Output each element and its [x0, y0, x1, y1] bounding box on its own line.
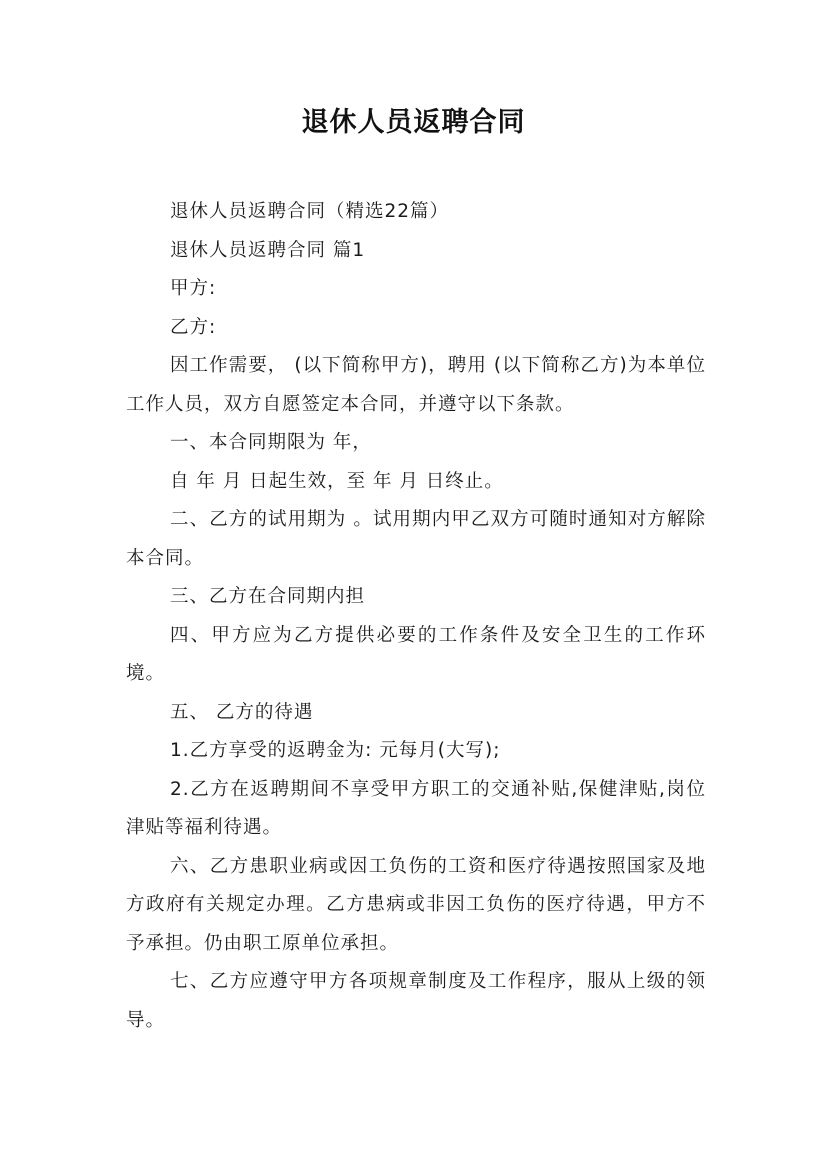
paragraph-clause-2: 二、乙方的试用期为 。试用期内甲乙双方可随时通知对方解除本合同。 — [126, 509, 706, 569]
paragraph-clause-3: 三、乙方在合同期内担 — [170, 586, 366, 607]
paragraph-clause-7: 七、乙方应遵守甲方各项规章制度及工作程序，服从上级的领导。 — [126, 971, 706, 1031]
paragraph-clause-4: 四、甲方应为乙方提供必要的工作条件及安全卫生的工作环境。 — [126, 624, 706, 684]
paragraph-clause-5: 五、 乙方的待遇 — [170, 701, 314, 723]
paragraph-clause-1: 一、本合同期限为 年， — [170, 432, 372, 453]
paragraph-party-a: 甲方: — [170, 278, 217, 299]
document-title: 退休人员返聘合同 — [301, 107, 526, 138]
paragraph-intro: 因工作需要， (以下简称甲方)，聘用 (以下简称乙方)为本单位工作人员，双方自愿签定本合同，并遵守以下条款。 — [126, 355, 706, 415]
paragraph-clause-1-dates: 自 年 月 日起生效，至 年 月 日终止。 — [170, 470, 504, 492]
paragraph-clause-6: 六、乙方患职业病或因工负伤的工资和医疗待遇按照国家及地方政府有关规定办理。乙方患病或非因工负伤的医疗待遇，甲方不予承担。仍由职工原单位承担。 — [126, 855, 706, 954]
paragraph-party-b: 乙方: — [170, 316, 217, 338]
paragraph-subtitle: 退休人员返聘合同（精选22篇） — [170, 201, 450, 222]
paragraph-clause-5-2: 2.乙方在返聘期间不享受甲方职工的交通补贴,保健津贴,岗位津贴等福利待遇。 — [126, 778, 706, 838]
paragraph-section-heading: 退休人员返聘合同 篇1 — [170, 239, 366, 261]
paragraph-clause-5-1: 1.乙方享受的返聘金为: 元每月(大写); — [170, 740, 501, 761]
document-body — [126, 193, 706, 1040]
